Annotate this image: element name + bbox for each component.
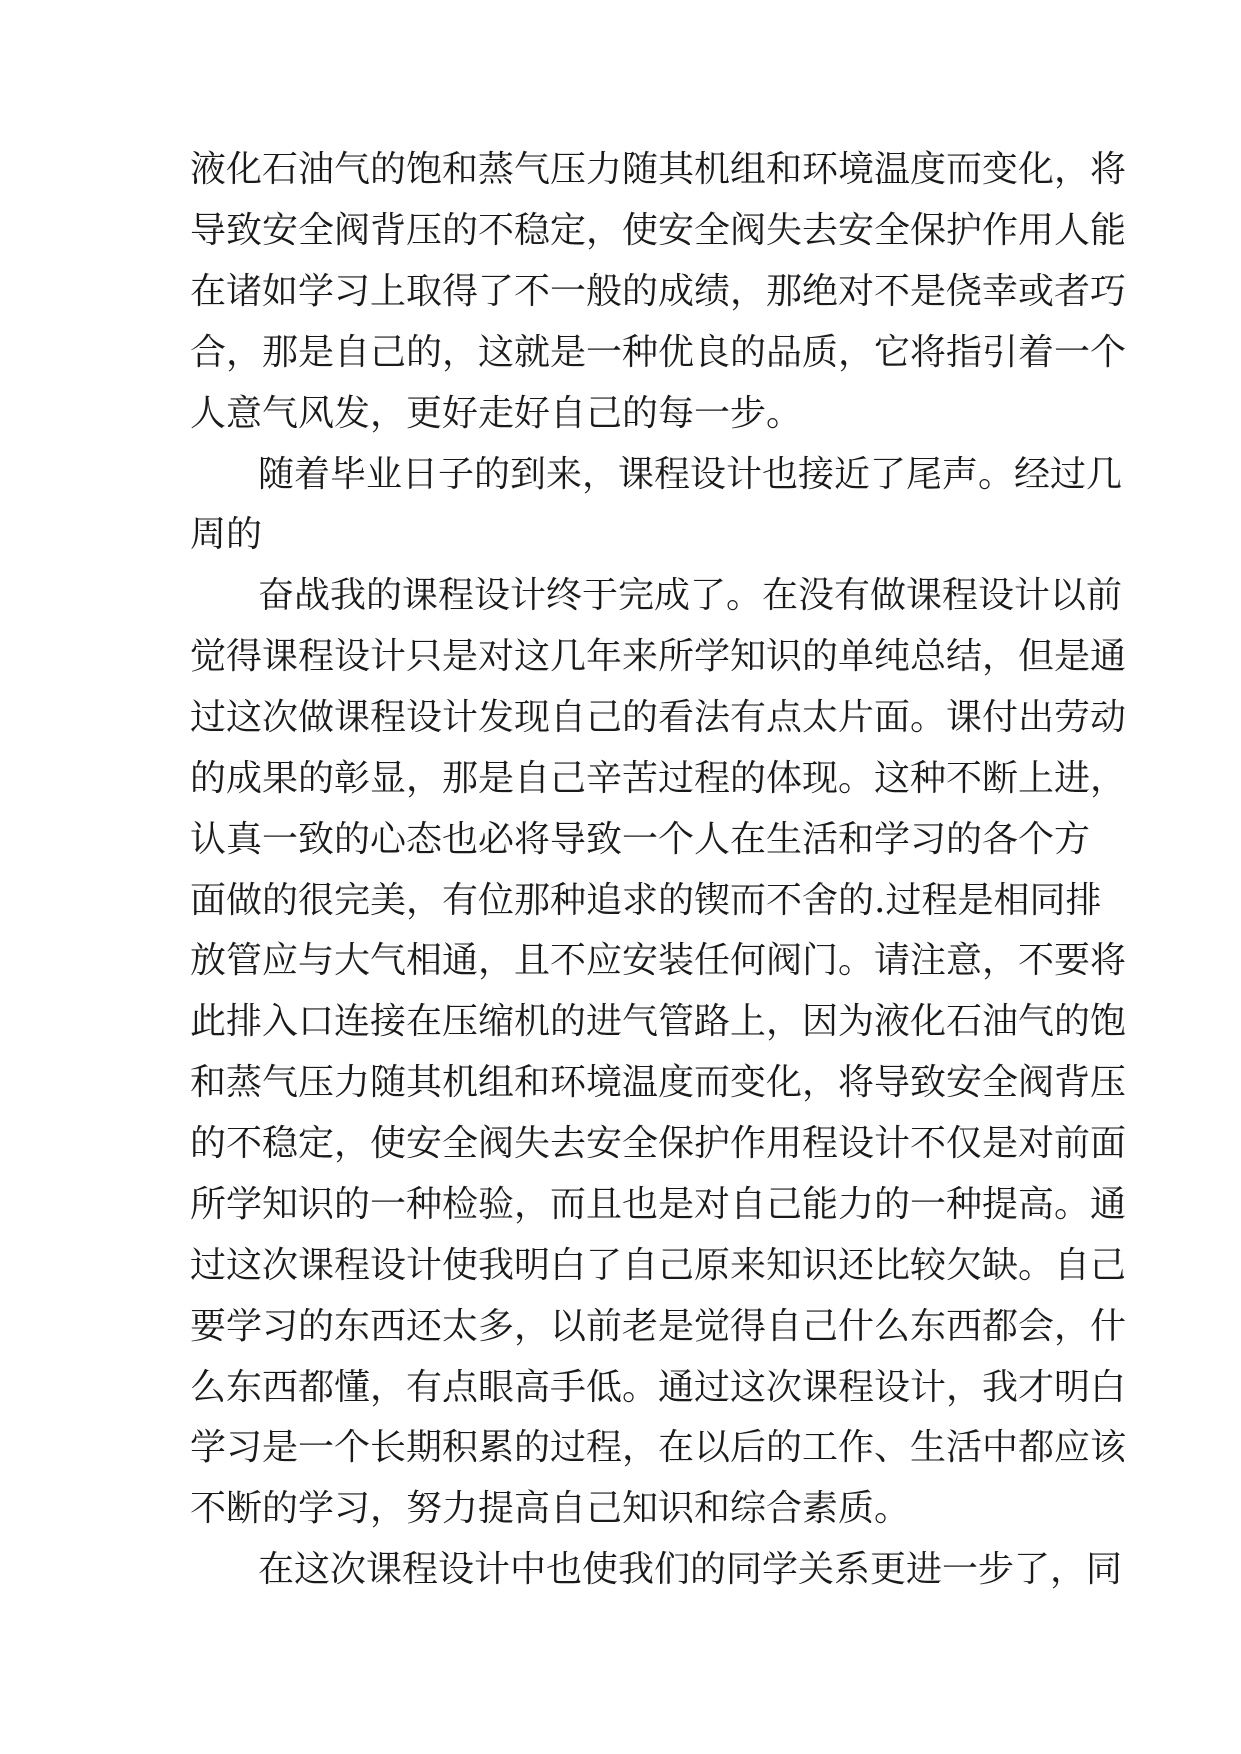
- text-line: 和蒸气压力随其机组和环境温度而变化，将导致安全阀背压: [190, 1062, 1127, 1103]
- text-line: 过这次做课程设计发现自己的看法有点太片面。课付出劳动: [190, 697, 1127, 738]
- text-line: 不断的学习，努力提高自己知识和综合素质。: [190, 1488, 911, 1529]
- text-line: 要学习的东西还太多，以前老是觉得自己什么东西都会，什: [190, 1306, 1127, 1347]
- text-line: 所学知识的一种检验，而且也是对自己能力的一种提高。通: [190, 1184, 1127, 1225]
- text-line: 的成果的彰显，那是自己辛苦过程的体现。这种不断上进，: [190, 758, 1127, 799]
- text-line: 认真一致的心态也必将导致一个人在生活和学习的各个方: [190, 819, 1091, 860]
- text-line: 放管应与大气相通，且不应安装任何阀门。请注意，不要将: [190, 940, 1127, 981]
- text-line: 面做的很完美，有位那种追求的锲而不舍的.过程是相同排: [190, 880, 1102, 921]
- text-line: 合，那是自己的，这就是一种优良的品质，它将指引着一个: [190, 332, 1127, 373]
- paragraph-start-line: 随着毕业日子的到来，课程设计也接近了尾声。经过几: [258, 454, 1123, 495]
- text-line: 觉得课程设计只是对这几年来所学知识的单纯总结，但是通: [190, 636, 1127, 677]
- text-line: 么东西都懂，有点眼高手低。通过这次课程设计，我才明白: [190, 1367, 1127, 1408]
- text-line: 过这次课程设计使我明白了自己原来知识还比较欠缺。自己: [190, 1245, 1127, 1286]
- text-line: 的不稳定，使安全阀失去安全保护作用程设计不仅是对前面: [190, 1123, 1127, 1164]
- text-line: 在诸如学习上取得了不一般的成绩，那绝对不是侥幸或者巧: [190, 271, 1127, 312]
- text-line: 此排入口连接在压缩机的进气管路上，因为液化石油气的饱: [190, 1001, 1127, 1042]
- paragraph-start-line: 奋战我的课程设计终于完成了。在没有做课程设计以前: [258, 575, 1123, 616]
- text-line: 人意气风发，更好走好自己的每一步。: [190, 393, 803, 434]
- paragraph-start-line: 在这次课程设计中也使我们的同学关系更进一步了，同: [258, 1549, 1123, 1590]
- text-line: 周的: [190, 514, 263, 555]
- text-line: 导致安全阀背压的不稳定，使安全阀失去安全保护作用人能: [190, 210, 1127, 251]
- text-line: 学习是一个长期积累的过程，在以后的工作、生活中都应该: [190, 1427, 1127, 1468]
- text-line: 液化石油气的饱和蒸气压力随其机组和环境温度而变化，将: [190, 149, 1127, 190]
